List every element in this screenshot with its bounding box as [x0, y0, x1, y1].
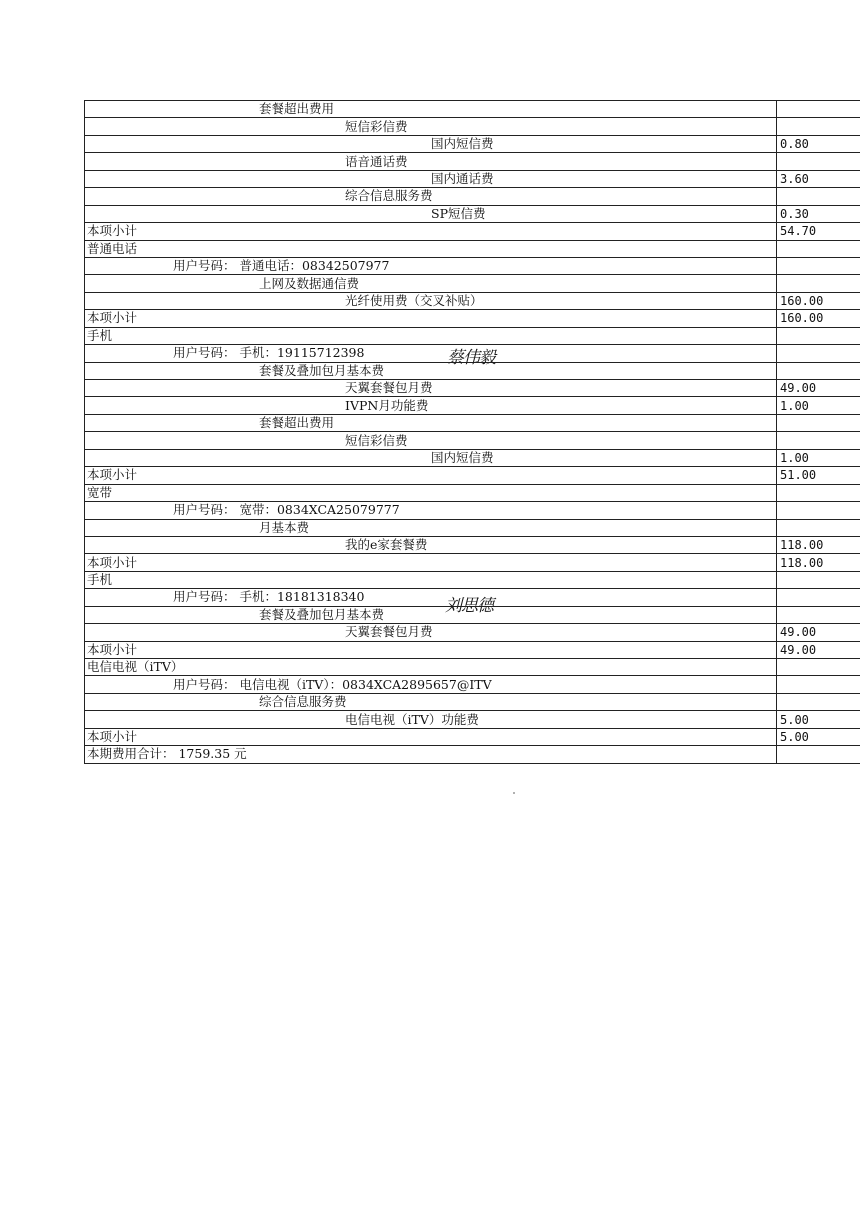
table-row [85, 188, 860, 205]
table-row [85, 624, 860, 641]
row-amount [777, 188, 860, 205]
table-row [85, 502, 860, 519]
table-row [85, 223, 860, 240]
row-description: 月基本费 [85, 519, 777, 536]
table-row [85, 380, 860, 397]
row-amount [777, 153, 860, 170]
row-description: 用户号码： 宽带：0834XCA25079777 [85, 502, 777, 519]
row-amount [777, 746, 860, 763]
table-row [85, 432, 860, 449]
table-row [85, 728, 860, 745]
table-row [85, 554, 860, 571]
row-amount [777, 606, 860, 623]
table-row [85, 484, 860, 501]
table-row [85, 327, 860, 344]
row-description: 短信彩信费 [85, 432, 777, 449]
row-description: 本项小计 [85, 641, 777, 658]
row-description: 天翼套餐包月费 [85, 380, 777, 397]
row-amount: 160.00 [777, 292, 860, 309]
row-amount: 1.00 [777, 397, 860, 414]
row-amount [777, 362, 860, 379]
row-amount [777, 432, 860, 449]
row-amount [777, 502, 860, 519]
row-amount: 118.00 [777, 554, 860, 571]
row-amount [777, 571, 860, 588]
table-row [85, 257, 860, 274]
row-description: 综合信息服务费 [85, 188, 777, 205]
row-description: 用户号码： 普通电话：08342507977 [85, 257, 777, 274]
handwritten-signature-2: 刘思德 [445, 596, 493, 616]
row-amount [777, 589, 860, 606]
row-description: 电信电视（iTV）功能费 [85, 711, 777, 728]
row-description: 用户号码： 手机：18181318340 [85, 589, 777, 606]
row-description: 手机 [85, 327, 777, 344]
row-description: SP短信费 [85, 205, 777, 222]
row-amount: 5.00 [777, 728, 860, 745]
row-description: 宽带 [85, 484, 777, 501]
row-amount [777, 676, 860, 693]
table-row [85, 711, 860, 728]
row-description: 国内短信费 [85, 449, 777, 466]
table-row [85, 205, 860, 222]
row-amount [777, 414, 860, 431]
row-amount: 49.00 [777, 380, 860, 397]
table-row [85, 101, 860, 118]
row-amount [777, 240, 860, 257]
row-description: 我的e家套餐费 [85, 536, 777, 553]
row-description: 短信彩信费 [85, 118, 777, 135]
row-description: IVPN月功能费 [85, 397, 777, 414]
table-row [85, 641, 860, 658]
row-amount [777, 693, 860, 710]
row-description: 综合信息服务费 [85, 693, 777, 710]
table-row [85, 292, 860, 309]
row-amount [777, 345, 860, 362]
row-description: 普通电话 [85, 240, 777, 257]
row-description: 光纤使用费（交叉补贴） [85, 292, 777, 309]
row-amount: 51.00 [777, 467, 860, 484]
row-description: 本项小计 [85, 554, 777, 571]
row-amount [777, 327, 860, 344]
row-amount [777, 659, 860, 676]
row-amount: 160.00 [777, 310, 860, 327]
row-amount: 1.00 [777, 449, 860, 466]
scan-speck [513, 792, 515, 794]
table-row [85, 676, 860, 693]
row-description: 天翼套餐包月费 [85, 624, 777, 641]
row-amount [777, 484, 860, 501]
row-description: 套餐超出费用 [85, 101, 777, 118]
row-amount: 3.60 [777, 170, 860, 187]
handwritten-signature-1: 蔡伟毅 [447, 348, 495, 368]
row-amount: 0.80 [777, 135, 860, 152]
table-row [85, 519, 860, 536]
table-row [85, 170, 860, 187]
bill-detail-table [84, 100, 860, 764]
table-row [85, 275, 860, 292]
row-description: 语音通话费 [85, 153, 777, 170]
row-description: 用户号码： 电信电视（iTV）：0834XCA2895657@ITV [85, 676, 777, 693]
row-amount: 118.00 [777, 536, 860, 553]
row-description: 套餐及叠加包月基本费 [85, 362, 777, 379]
table-row [85, 571, 860, 588]
table-row [85, 746, 860, 763]
row-description: 电信电视（iTV） [85, 659, 777, 676]
table-row [85, 135, 860, 152]
row-description: 套餐及叠加包月基本费 [85, 606, 777, 623]
row-description: 套餐超出费用 [85, 414, 777, 431]
table-row [85, 414, 860, 431]
row-amount [777, 257, 860, 274]
row-amount: 49.00 [777, 624, 860, 641]
table-row [85, 153, 860, 170]
row-description: 本项小计 [85, 310, 777, 327]
row-description: 本项小计 [85, 728, 777, 745]
table-row [85, 659, 860, 676]
row-description: 本期费用合计： 1759.35 元 [85, 746, 777, 763]
row-amount: 54.70 [777, 223, 860, 240]
row-amount [777, 118, 860, 135]
table-row [85, 693, 860, 710]
row-amount [777, 275, 860, 292]
row-description: 国内通话费 [85, 170, 777, 187]
row-description: 手机 [85, 571, 777, 588]
table-row [85, 449, 860, 466]
row-description: 本项小计 [85, 467, 777, 484]
row-description: 本项小计 [85, 223, 777, 240]
table-row [85, 536, 860, 553]
table-row [85, 118, 860, 135]
row-description: 用户号码： 手机：19115712398 [85, 345, 777, 362]
row-description: 上网及数据通信费 [85, 275, 777, 292]
table-row [85, 310, 860, 327]
row-amount [777, 101, 860, 118]
row-amount [777, 519, 860, 536]
table-row [85, 397, 860, 414]
bill-detail-body [85, 101, 860, 764]
row-description: 国内短信费 [85, 135, 777, 152]
table-row [85, 467, 860, 484]
row-amount: 0.30 [777, 205, 860, 222]
table-row [85, 240, 860, 257]
row-amount: 5.00 [777, 711, 860, 728]
row-amount: 49.00 [777, 641, 860, 658]
